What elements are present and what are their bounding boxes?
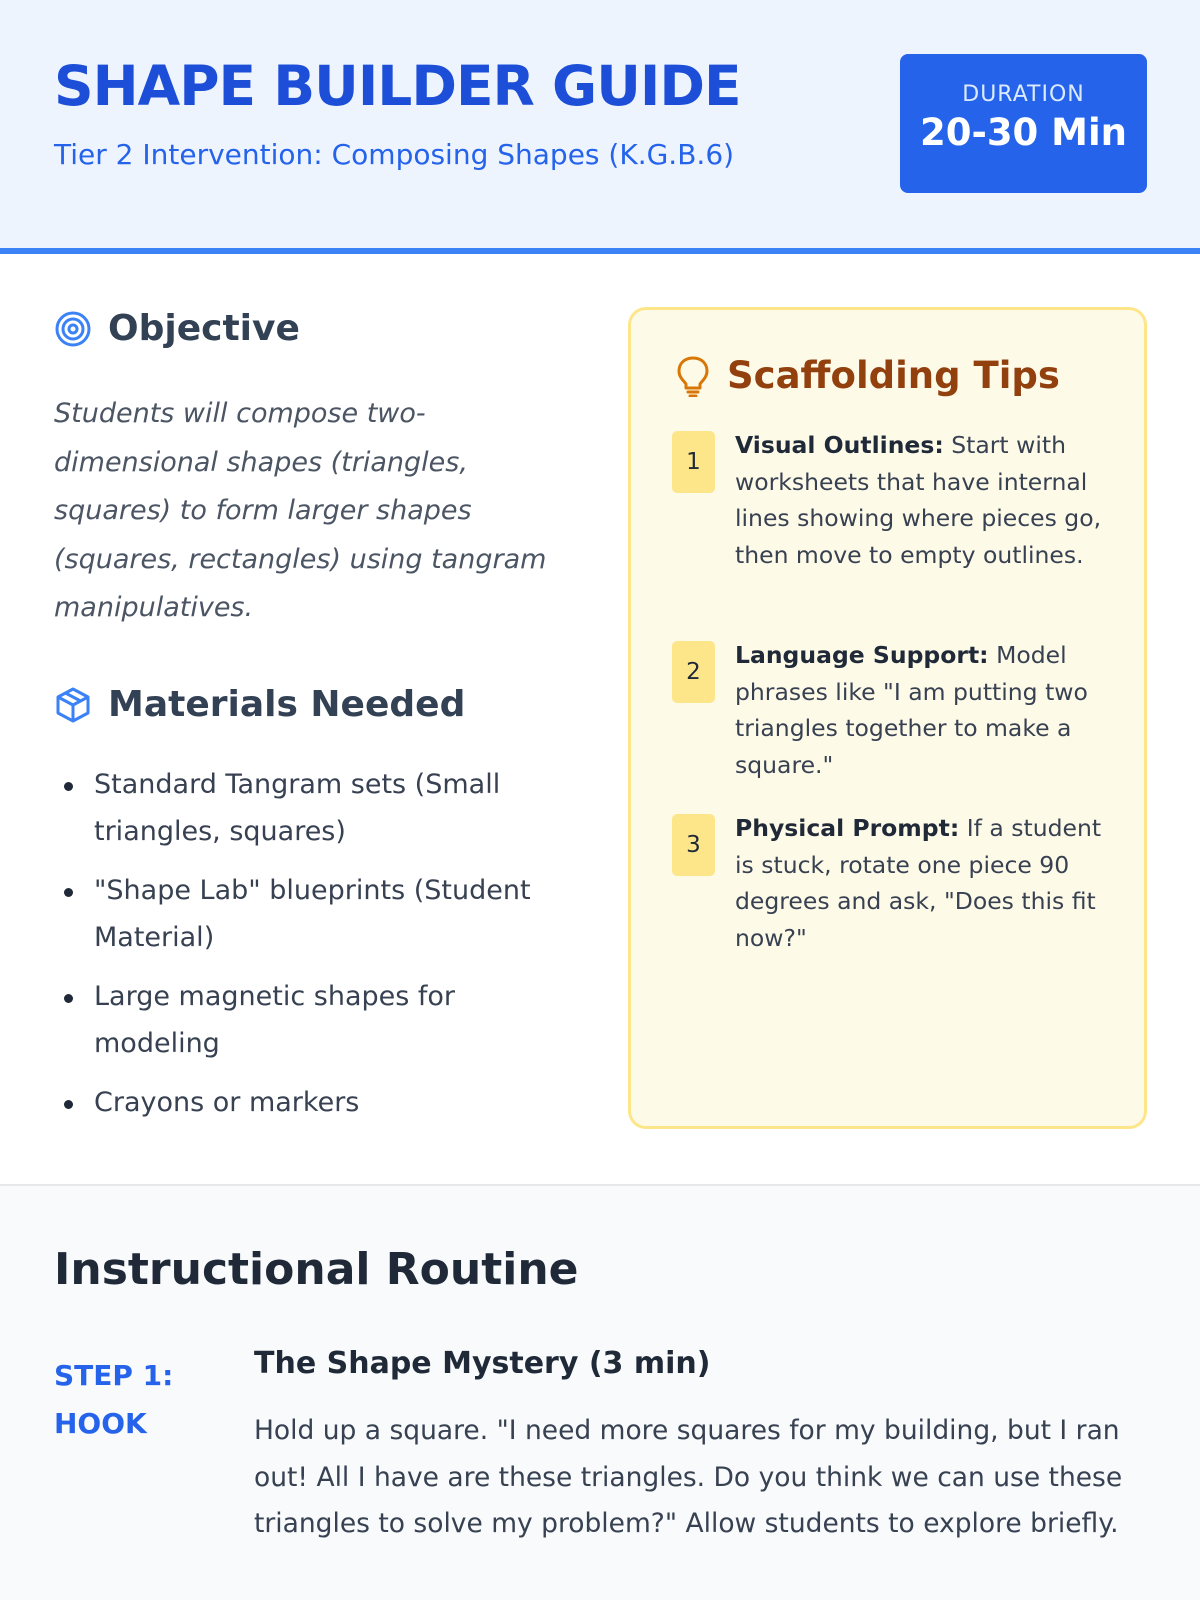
tip-title: Physical Prompt:: [735, 814, 960, 842]
scaffolding-tips-card: [628, 307, 1147, 1129]
materials-item: Crayons or markers: [54, 1080, 554, 1127]
tips-heading: [675, 354, 1060, 397]
step-number: STEP 1:: [54, 1359, 174, 1392]
page-title: SHAPE BUILDER GUIDE: [54, 54, 741, 118]
lightbulb-icon: [675, 355, 711, 397]
tip-text: [735, 427, 1110, 573]
materials-item: Standard Tangram sets (Small triangles, squares): [54, 762, 554, 855]
instructional-routine-section: [0, 1184, 1200, 1600]
tips-title: Scaffolding Tips: [727, 354, 1060, 397]
step-type: HOOK: [54, 1407, 147, 1440]
duration-badge: [900, 54, 1147, 193]
tip-number: 3: [672, 814, 715, 876]
tip-text: [735, 810, 1110, 956]
step-label: [54, 1352, 204, 1448]
tip-body: Model phrases like "I am putting two triangles together to make a square.": [735, 641, 1088, 779]
tip-title: Visual Outlines:: [735, 431, 944, 459]
duration-value: 20-30 Min: [919, 111, 1128, 154]
tip-number: 1: [672, 431, 715, 493]
step-description: Hold up a square. "I need more squares for my building, but I ran out! All I have are these triangles. Do you think we can use these triangles to solve my problem?" Allow students to explore briefly.: [254, 1415, 1123, 1539]
tip-body: Start with worksheets that have internal lines showing where pieces go, then move to empty outlines.: [735, 431, 1102, 569]
objective-heading: [54, 308, 300, 349]
objective-title: Objective: [108, 308, 300, 349]
tip-text: [735, 637, 1110, 783]
materials-heading: [54, 684, 465, 725]
materials-item: "Shape Lab" blueprints (Student Material): [54, 868, 554, 961]
tip-title: Language Support:: [735, 641, 989, 669]
target-icon: [54, 310, 92, 348]
tip-body: If a student is stuck, rotate one piece 90 degrees and ask, "Does this fit now?": [735, 814, 1102, 952]
routine-heading: Instructional Routine: [54, 1244, 579, 1295]
package-icon: [54, 686, 92, 724]
tip-number: 2: [672, 641, 715, 703]
duration-label: DURATION: [962, 82, 1085, 107]
guide-header: [0, 0, 1200, 254]
page-subtitle: Tier 2 Intervention: Composing Shapes (K.G.B.6): [54, 138, 735, 171]
materials-list: [54, 762, 554, 1140]
materials-title: Materials Needed: [108, 684, 466, 725]
materials-item: Large magnetic shapes for modeling: [54, 974, 554, 1067]
objective-text: Students will compose two-dimensional shapes (triangles, squares) to form larger shapes (squares, rectangles) using tangram manipulatives.: [54, 398, 547, 623]
step-title: The Shape Mystery (3 min): [254, 1346, 711, 1381]
